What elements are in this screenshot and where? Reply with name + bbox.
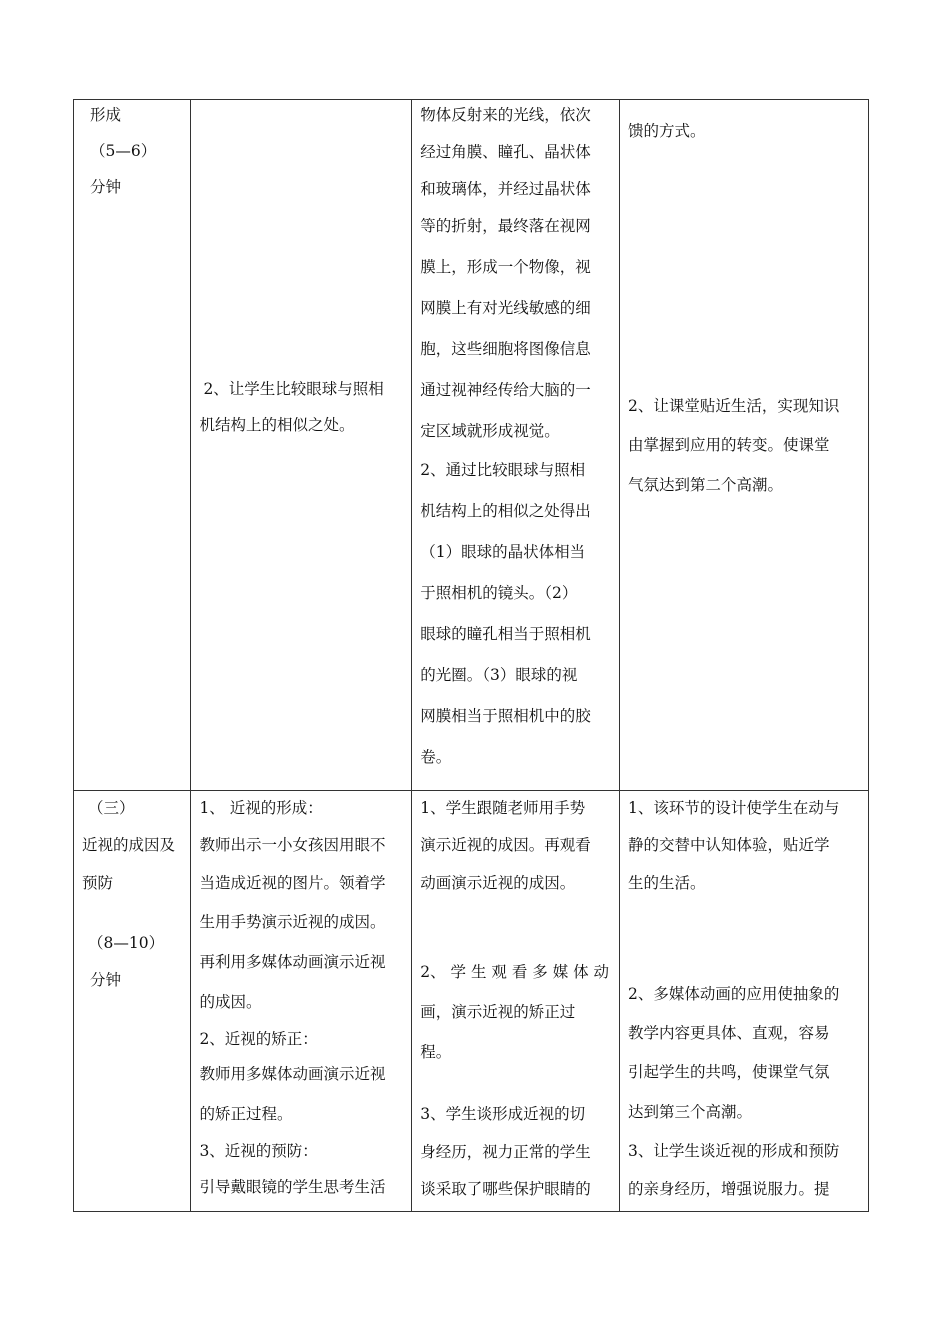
teacher-activity-text: 2、近视的矫正： [199, 1030, 318, 1048]
stage-text: 预防 [82, 874, 114, 892]
student-activity-text: 2、通过比较眼球与照相 [420, 461, 586, 479]
student-activity-text: 2、 学 生 观 看 多 媒 体 动 [420, 963, 610, 981]
table-row [74, 791, 869, 1212]
student-activity-cell [412, 791, 620, 1212]
design-intent-text: 2、多媒体动画的应用使抽象的 [628, 985, 840, 1003]
stage-text: 形成 [90, 106, 122, 124]
teacher-activity-text: 生用手势演示近视的成因。 [199, 913, 386, 931]
student-activity-text: 和玻璃体，并经过晶状体 [420, 180, 591, 198]
stage-text: （8—10） [88, 934, 165, 952]
design-intent-text: 静的交替中认知体验，贴近学 [628, 836, 830, 854]
student-activity-text: 胞，这些细胞将图像信息 [420, 340, 591, 358]
student-activity-text: 等的折射，最终落在视网 [420, 217, 591, 235]
teacher-activity-text: 的矫正过程。 [199, 1105, 293, 1123]
student-activity-text: 的光圈。（3）眼球的视 [420, 666, 578, 684]
student-activity-text: 网膜相当于照相机中的胶 [420, 707, 591, 725]
design-intent-text: 2、让课堂贴近生活，实现知识 [628, 397, 840, 415]
teacher-activity-cell [191, 791, 412, 1212]
student-activity-text: 3、学生谈形成近视的切 [420, 1105, 586, 1123]
design-intent-cell [620, 100, 869, 791]
student-activity-text: 眼球的瞳孔相当于照相机 [420, 625, 591, 643]
student-activity-text: 膜上，形成一个物像，视 [420, 258, 591, 276]
student-activity-text: 定区域就形成视觉。 [420, 422, 560, 440]
student-activity-text: 经过角膜、瞳孔、晶状体 [420, 143, 591, 161]
teacher-activity-text: 3、近视的预防： [199, 1142, 318, 1160]
teacher-activity-text: 引导戴眼镜的学生思考生活 [199, 1178, 386, 1196]
stage-text: （三） [88, 799, 135, 817]
design-intent-text: 的亲身经历，增强说服力。提 [628, 1180, 830, 1198]
stage-text: 分钟 [90, 971, 122, 989]
student-activity-text: 程。 [420, 1043, 452, 1061]
teacher-activity-text: 1、 近视的形成： [199, 799, 323, 817]
stage-text: （5—6） [90, 142, 157, 160]
stage-cell [74, 791, 191, 1212]
student-activity-text: 动画演示近视的成因。 [420, 874, 576, 892]
design-intent-text: 由掌握到应用的转变。使课堂 [628, 436, 830, 454]
teacher-activity-cell [191, 100, 412, 791]
teacher-activity-text: 当造成近视的图片。领着学 [199, 874, 386, 892]
student-activity-text: 卷。 [420, 748, 452, 766]
student-activity-text: 身经历，视力正常的学生 [420, 1143, 591, 1161]
design-intent-text: 达到第三个高潮。 [628, 1103, 753, 1121]
stage-text: 近视的成因及 [82, 836, 176, 854]
design-intent-text: 馈的方式。 [628, 122, 706, 140]
student-activity-text: 谈采取了哪些保护眼睛的 [420, 1180, 591, 1198]
student-activity-cell [412, 100, 620, 791]
student-activity-text: 画，演示近视的矫正过 [420, 1003, 576, 1021]
student-activity-text: 物体反射来的光线，依次 [420, 106, 591, 124]
student-activity-text: 网膜上有对光线敏感的细 [420, 299, 591, 317]
student-activity-text: （1）眼球的晶状体相当 [420, 543, 586, 561]
student-activity-text: 1、学生跟随老师用手势 [420, 799, 586, 817]
design-intent-text: 气氛达到第二个高潮。 [628, 476, 784, 494]
lesson-plan-table [73, 99, 869, 1212]
teacher-activity-text: 2、让学生比较眼球与照相 [203, 380, 384, 398]
stage-cell [74, 100, 191, 791]
design-intent-text: 教学内容更具体、直观，容易 [628, 1024, 830, 1042]
student-activity-text: 演示近视的成因。再观看 [420, 836, 591, 854]
teacher-activity-text: 再利用多媒体动画演示近视 [199, 953, 386, 971]
design-intent-text: 3、让学生谈近视的形成和预防 [628, 1142, 840, 1160]
student-activity-text: 通过视神经传给大脑的一 [420, 381, 591, 399]
design-intent-text: 引起学生的共鸣，使课堂气氛 [628, 1063, 830, 1081]
teacher-activity-text: 的成因。 [199, 993, 262, 1011]
teacher-activity-text: 教师用多媒体动画演示近视 [199, 1065, 386, 1083]
design-intent-cell [620, 791, 869, 1212]
teacher-activity-text: 教师出示一小女孩因用眼不 [199, 836, 386, 854]
student-activity-text: 于照相机的镜头。（2） [420, 584, 578, 602]
stage-text: 分钟 [90, 178, 122, 196]
table-row [74, 100, 869, 791]
teacher-activity-text: 机结构上的相似之处。 [199, 416, 355, 434]
design-intent-text: 1、该环节的设计使学生在动与 [628, 799, 840, 817]
student-activity-text: 机结构上的相似之处得出 [420, 502, 591, 520]
design-intent-text: 生的生活。 [628, 874, 706, 892]
